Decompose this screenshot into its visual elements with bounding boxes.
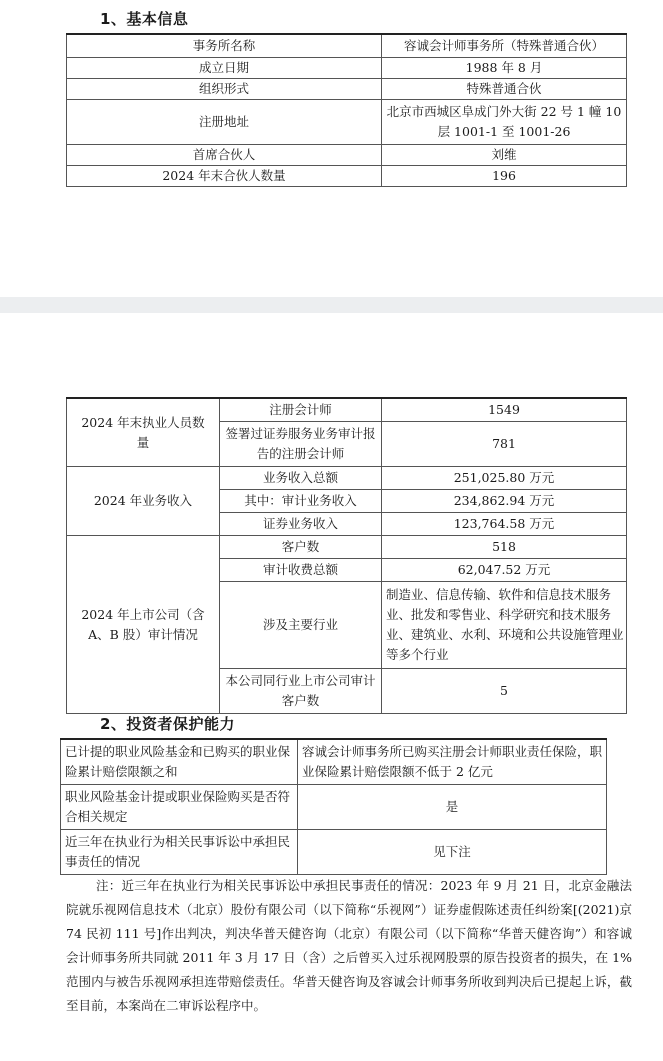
table-row	[67, 79, 627, 100]
group-label-cell: 2024 年业务收入	[67, 467, 220, 536]
label-cell: 证券业务收入	[220, 513, 382, 536]
value-cell: 容诚会计师事务所（特殊普通合伙）	[382, 34, 627, 58]
group-label-cell: 2024 年上市公司（含 A、B 股）审计情况	[67, 536, 220, 714]
table-row	[67, 536, 627, 559]
table-row	[61, 785, 607, 830]
table-row	[67, 58, 627, 79]
section-1-heading: 1、基本信息	[100, 10, 189, 28]
page-break	[0, 297, 663, 313]
value-cell: 781	[382, 422, 627, 467]
section-2-heading: 2、投资者保护能力	[100, 715, 235, 733]
value-cell: 制造业、信息传输、软件和信息技术服务业、批发和零售业、科学研究和技术服务业、建筑业、水利、环境和公共设施管理业等多个行业	[382, 582, 627, 669]
value-cell: 见下注	[298, 830, 607, 875]
investor-protection-table	[60, 738, 607, 875]
table-row	[67, 166, 627, 187]
label-cell: 审计收费总额	[220, 559, 382, 582]
litigation-note: 注：近三年在执业行为相关民事诉讼中承担民事责任的情况：2023 年 9 月 21 日，北京金融法院就乐视网信息技术（北京）股份有限公司（以下简称“乐视网”）证券虚假陈述责任纠纷案[(2021)京 74 民初 111 号]作出判决，判决华普天健咨询（北京）有限公司（以下简称“华普天健咨询”）和容诚会计师事务所共同就 2011 年 3 月 17 日（含）之后曾买入过乐视网股票的原告投资者的损失，在 1%范围内与被告乐视网承担连带赔偿责任。华普天健咨询及容诚会计师事务所收到判决后已提起上诉，截至目前，本案尚在二审诉讼程序中。	[66, 878, 632, 1013]
value-cell: 刘维	[382, 145, 627, 166]
label-cell: 事务所名称	[67, 34, 382, 58]
value-cell: 62,047.52 万元	[382, 559, 627, 582]
value-cell: 1549	[382, 398, 627, 422]
label-cell: 签署过证券服务业务审计报告的注册会计师	[220, 422, 382, 467]
value-cell: 特殊普通合伙	[382, 79, 627, 100]
label-cell: 2024 年末合伙人数量	[67, 166, 382, 187]
label-cell: 客户数	[220, 536, 382, 559]
label-cell: 近三年在执业行为相关民事诉讼中承担民事责任的情况	[61, 830, 298, 875]
label-cell: 注册地址	[67, 100, 382, 145]
value-cell: 容诚会计师事务所已购买注册会计师职业责任保险，职业保险累计赔偿限额不低于 2 亿元	[298, 739, 607, 785]
label-cell: 已计提的职业风险基金和已购买的职业保险累计赔偿限额之和	[61, 739, 298, 785]
value-cell: 196	[382, 166, 627, 187]
label-cell: 注册会计师	[220, 398, 382, 422]
label-cell: 涉及主要行业	[220, 582, 382, 669]
staff-revenue-table	[66, 397, 627, 714]
table-row	[67, 467, 627, 490]
value-cell: 234,862.94 万元	[382, 490, 627, 513]
label-cell: 本公司同行业上市公司审计客户数	[220, 669, 382, 714]
group-label-cell: 2024 年末执业人员数量	[67, 398, 220, 467]
table-row	[67, 100, 627, 145]
value-cell: 是	[298, 785, 607, 830]
basic-info-table	[66, 33, 627, 187]
value-cell: 5	[382, 669, 627, 714]
label-cell: 职业风险基金计提或职业保险购买是否符合相关规定	[61, 785, 298, 830]
label-cell: 成立日期	[67, 58, 382, 79]
label-cell: 其中：审计业务收入	[220, 490, 382, 513]
table-row	[61, 830, 607, 875]
table-row	[61, 739, 607, 785]
value-cell: 1988 年 8 月	[382, 58, 627, 79]
value-cell: 北京市西城区阜成门外大街 22 号 1 幢 10 层 1001-1 至 1001-26	[382, 100, 627, 145]
table-row	[67, 145, 627, 166]
value-cell: 518	[382, 536, 627, 559]
label-cell: 首席合伙人	[67, 145, 382, 166]
label-cell: 组织形式	[67, 79, 382, 100]
label-cell: 业务收入总额	[220, 467, 382, 490]
value-cell: 123,764.58 万元	[382, 513, 627, 536]
table-row	[67, 34, 627, 58]
table-row	[67, 398, 627, 422]
value-cell: 251,025.80 万元	[382, 467, 627, 490]
